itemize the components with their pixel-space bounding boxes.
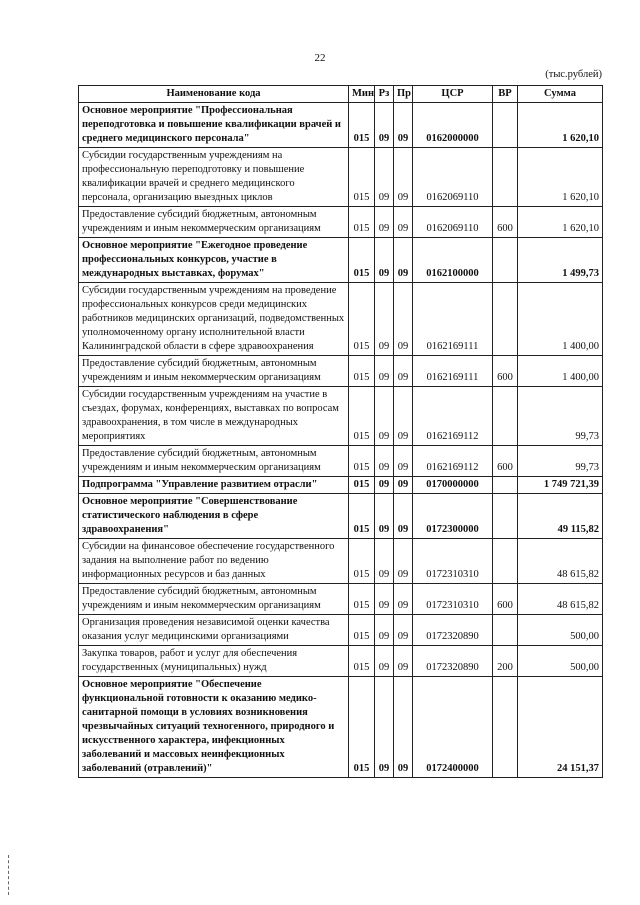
cell-min: 015 (349, 677, 375, 778)
cell-sum: 1 620,10 (518, 103, 603, 148)
header-sum: Сумма (518, 86, 603, 103)
cell-min: 015 (349, 283, 375, 356)
cell-name: Основное мероприятие "Обеспечение функциональной готовности к оказанию медико-санитарной помощи в условиях возникновения чрезвычайных ситуаций техногенного, природного и искусственного характера, инфекционных заболеваний и массовых неинфекционных заболеваний (отравлений)" (79, 677, 349, 778)
cell-pr: 09 (394, 615, 413, 646)
cell-vr (493, 539, 518, 584)
cell-pr: 09 (394, 677, 413, 778)
cell-pr: 09 (394, 356, 413, 387)
cell-pr: 09 (394, 283, 413, 356)
table-row (79, 103, 603, 148)
cell-csr: 0170000000 (413, 477, 493, 494)
cell-csr: 0172320890 (413, 646, 493, 677)
cell-vr (493, 103, 518, 148)
table-row (79, 207, 603, 238)
cell-vr: 600 (493, 584, 518, 615)
table-row (79, 446, 603, 477)
cell-pr: 09 (394, 494, 413, 539)
cell-rz: 09 (375, 615, 394, 646)
cell-min: 015 (349, 646, 375, 677)
cell-csr: 0162100000 (413, 238, 493, 283)
cell-name: Организация проведения независимой оценки качества оказания услуг медицинскими организациями (79, 615, 349, 646)
cell-pr: 09 (394, 207, 413, 238)
cell-pr: 09 (394, 646, 413, 677)
table-row (79, 238, 603, 283)
header-min: Мин (349, 86, 375, 103)
cell-name: Предоставление субсидий бюджетным, автономным учреждениям и иным некоммерческим организациям (79, 446, 349, 477)
cell-pr: 09 (394, 477, 413, 494)
table-row (79, 646, 603, 677)
cell-name: Предоставление субсидий бюджетным, автономным учреждениям и иным некоммерческим организациям (79, 584, 349, 615)
cell-name: Предоставление субсидий бюджетным, автономным учреждениям и иным некоммерческим организациям (79, 356, 349, 387)
cell-csr: 0172300000 (413, 494, 493, 539)
cell-rz: 09 (375, 446, 394, 477)
units-label: (тыс.рублей) (545, 69, 602, 80)
table-row (79, 677, 603, 778)
cell-csr: 0162069110 (413, 207, 493, 238)
cell-min: 015 (349, 477, 375, 494)
cell-min: 015 (349, 615, 375, 646)
table-row (79, 494, 603, 539)
cell-rz: 09 (375, 283, 394, 356)
table-row (79, 584, 603, 615)
cell-csr: 0162000000 (413, 103, 493, 148)
cell-sum: 1 400,00 (518, 356, 603, 387)
cell-rz: 09 (375, 356, 394, 387)
cell-vr: 600 (493, 207, 518, 238)
cell-pr: 09 (394, 148, 413, 207)
cell-min: 015 (349, 494, 375, 539)
cell-pr: 09 (394, 446, 413, 477)
cell-name: Субсидии государственным учреждениям на проведение профессиональных конкурсов среди медицинских работников медицинских организаций, подведомственных уполномоченному органу исполнительной власти Калининградской области в сфере здравоохранения (79, 283, 349, 356)
table-row (79, 539, 603, 584)
table-row (79, 283, 603, 356)
cell-sum: 48 615,82 (518, 584, 603, 615)
cell-min: 015 (349, 207, 375, 238)
cell-min: 015 (349, 387, 375, 446)
cell-rz: 09 (375, 494, 394, 539)
cell-pr: 09 (394, 539, 413, 584)
header-csr: ЦСР (413, 86, 493, 103)
cell-rz: 09 (375, 646, 394, 677)
cell-rz: 09 (375, 148, 394, 207)
table-row (79, 477, 603, 494)
cell-csr: 0162169112 (413, 446, 493, 477)
cell-sum: 1 749 721,39 (518, 477, 603, 494)
cell-pr: 09 (394, 387, 413, 446)
cell-vr: 600 (493, 446, 518, 477)
cell-sum: 1 620,10 (518, 207, 603, 238)
cell-vr (493, 283, 518, 356)
cell-csr: 0172310310 (413, 584, 493, 615)
cell-csr: 0172310310 (413, 539, 493, 584)
cell-name: Субсидии государственным учреждениям на профессиональную переподготовку и повышение квалификации врачей и среднего медицинского персонала, организацию выездных циклов (79, 148, 349, 207)
cell-pr: 09 (394, 103, 413, 148)
cell-rz: 09 (375, 238, 394, 283)
table-header-row (79, 86, 603, 103)
cell-csr: 0162069110 (413, 148, 493, 207)
cell-min: 015 (349, 584, 375, 615)
cell-sum: 99,73 (518, 387, 603, 446)
cell-sum: 48 615,82 (518, 539, 603, 584)
cell-rz: 09 (375, 103, 394, 148)
cell-vr (493, 677, 518, 778)
cell-name: Подпрограмма "Управление развитием отрасли" (79, 477, 349, 494)
cell-sum: 1 499,73 (518, 238, 603, 283)
cell-min: 015 (349, 103, 375, 148)
cell-vr (493, 615, 518, 646)
cell-sum: 1 400,00 (518, 283, 603, 356)
table-row (79, 615, 603, 646)
cell-vr (493, 477, 518, 494)
cell-pr: 09 (394, 584, 413, 615)
page-number: 22 (314, 52, 326, 64)
cell-min: 015 (349, 539, 375, 584)
cell-rz: 09 (375, 539, 394, 584)
cell-name: Субсидии на финансовое обеспечение государственного задания на выполнение работ по ведению информационных ресурсов и баз данных (79, 539, 349, 584)
budget-table (78, 85, 603, 778)
table-row (79, 387, 603, 446)
cell-vr: 600 (493, 356, 518, 387)
margin-mark (8, 855, 11, 895)
cell-name: Основное мероприятие "Профессиональная переподготовка и повышение квалификации врачей и среднего медицинского персонала" (79, 103, 349, 148)
cell-sum: 24 151,37 (518, 677, 603, 778)
cell-rz: 09 (375, 207, 394, 238)
cell-sum: 500,00 (518, 646, 603, 677)
cell-rz: 09 (375, 584, 394, 615)
cell-rz: 09 (375, 387, 394, 446)
cell-name: Субсидии государственным учреждениям на участие в съездах, форумах, конференциях, выставках по вопросам здравоохранения, в том числе в международных мероприятиях (79, 387, 349, 446)
cell-csr: 0162169112 (413, 387, 493, 446)
cell-min: 015 (349, 148, 375, 207)
cell-pr: 09 (394, 238, 413, 283)
table-row (79, 356, 603, 387)
cell-sum: 1 620,10 (518, 148, 603, 207)
cell-sum: 99,73 (518, 446, 603, 477)
header-vr: ВР (493, 86, 518, 103)
header-name: Наименование кода (79, 86, 349, 103)
cell-name: Основное мероприятие "Совершенствование статистического наблюдения в сфере здравоохранения" (79, 494, 349, 539)
cell-csr: 0162169111 (413, 356, 493, 387)
header-rz: Рз (375, 86, 394, 103)
cell-sum: 500,00 (518, 615, 603, 646)
cell-name: Закупка товаров, работ и услуг для обеспечения государственных (муниципальных) нужд (79, 646, 349, 677)
cell-vr: 200 (493, 646, 518, 677)
cell-name: Основное мероприятие "Ежегодное проведение профессиональных конкурсов, участие в международных выставках, форумах" (79, 238, 349, 283)
cell-rz: 09 (375, 477, 394, 494)
cell-csr: 0162169111 (413, 283, 493, 356)
cell-vr (493, 387, 518, 446)
header-pr: Пр (394, 86, 413, 103)
cell-name: Предоставление субсидий бюджетным, автономным учреждениям и иным некоммерческим организациям (79, 207, 349, 238)
cell-min: 015 (349, 356, 375, 387)
cell-min: 015 (349, 446, 375, 477)
cell-vr (493, 148, 518, 207)
cell-csr: 0172320890 (413, 615, 493, 646)
cell-vr (493, 494, 518, 539)
cell-min: 015 (349, 238, 375, 283)
cell-rz: 09 (375, 677, 394, 778)
cell-csr: 0172400000 (413, 677, 493, 778)
cell-vr (493, 238, 518, 283)
cell-sum: 49 115,82 (518, 494, 603, 539)
table-row (79, 148, 603, 207)
